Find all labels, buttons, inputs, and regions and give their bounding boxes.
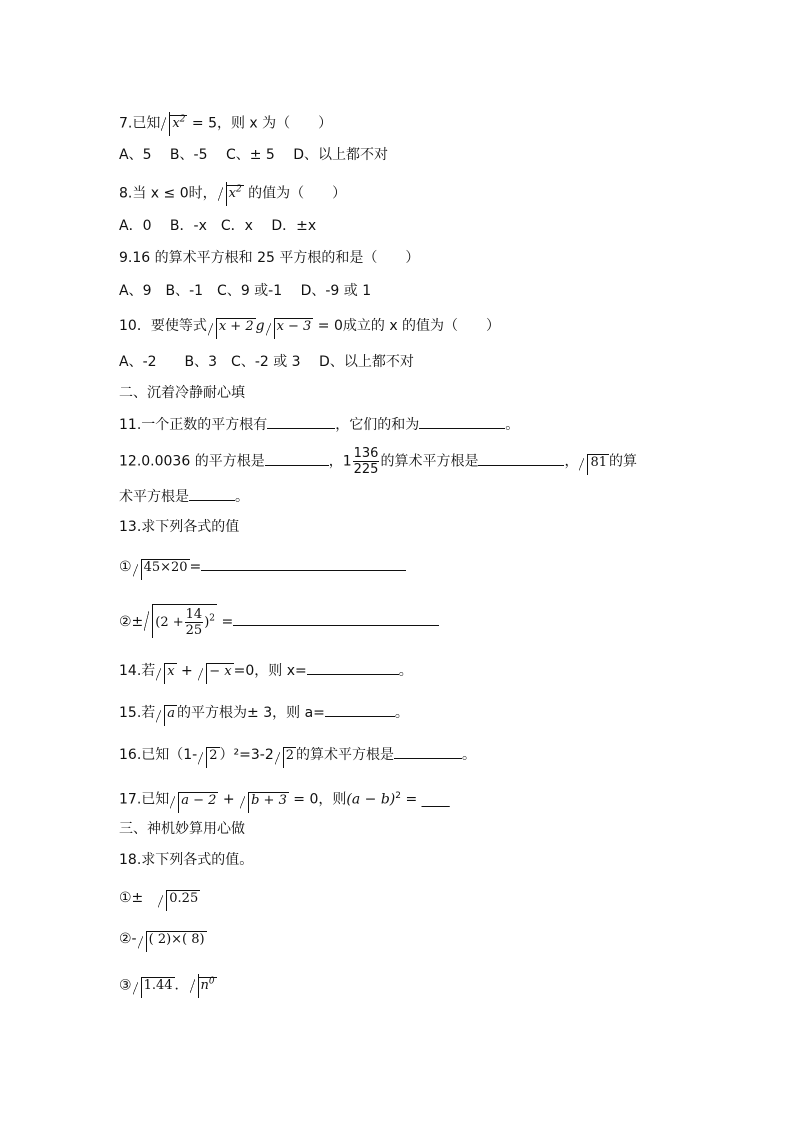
question-18: 18.求下列各式的值。 (119, 852, 254, 868)
question-9-options: A、9 B、-1 C、9 或-1 D、-9 或 1 (119, 283, 372, 299)
sqrt: b + 3 (240, 790, 289, 811)
sqrt: x − 3 (266, 316, 314, 337)
question-8-options: A．0 B．-x C．x D．±x (119, 218, 317, 234)
sqrt: 2 (275, 745, 296, 766)
sqrt: x + 2 (208, 316, 256, 337)
question-18-2: ②- ( 2)×( 8) (119, 929, 207, 950)
question-13-2: ②± (2 + $\frac{14}{25}$ )$^2$ = (119, 604, 439, 638)
answer-blank[interactable] (307, 660, 399, 675)
answer-blank[interactable] (265, 451, 329, 466)
question-10-options: A、-2 B、3 C、-2 或 3 D、以上都不对 (119, 354, 414, 370)
sqrt: $x^2$ (161, 110, 187, 134)
question-15: 15.若 a 的平方根为± 3，则 a= 。 (119, 702, 409, 724)
question-16: 16.已知（1- 2 ）²=3-2 2 的算术平方根是 。 (119, 744, 476, 766)
question-18-1: ①± 0.25 (119, 888, 200, 909)
sqrt: 81 (579, 452, 609, 473)
answer-blank[interactable] (325, 702, 395, 717)
question-14: 14.若 x + − x =0，则 x= 。 (119, 660, 413, 682)
sqrt: 0.25 (158, 888, 200, 909)
sqrt: (2 + $\frac{14}{25}$ )$^2$ (144, 604, 217, 638)
sqrt: $n^0$ (190, 972, 217, 996)
sqrt: x (156, 661, 176, 682)
answer-blank[interactable] (189, 486, 235, 501)
sqrt: 45×20 (133, 557, 190, 578)
sqrt: − x (198, 661, 233, 682)
answer-blank[interactable] (267, 414, 335, 429)
answer-blank[interactable] (233, 611, 439, 626)
sqrt: 1.44 (133, 975, 175, 996)
question-9: 9.16 的算术平方根和 25 平方根的和是（ ） (119, 250, 420, 266)
question-12-cont: 术平方根是 。 (119, 486, 249, 507)
sqrt: 2 (198, 745, 219, 766)
question-11: 11.一个正数的平方根有 ，它们的和为 。 (119, 414, 519, 435)
sqrt: $x^2$ (218, 180, 244, 204)
question-7: 7.已知 $x^2 = 5$，则 x 为（ ） (119, 110, 332, 134)
section-2-heading: 二、沉着冷静耐心填 (119, 385, 245, 401)
question-7-options: A、5 B、-5 C、± 5 D、以上都不对 (119, 147, 389, 163)
answer-blank[interactable] (419, 414, 505, 429)
sqrt: a (156, 703, 177, 724)
question-13: 13.求下列各式的值 (119, 519, 240, 535)
answer-blank[interactable] (478, 451, 564, 466)
answer-blank[interactable] (201, 556, 406, 571)
question-8: 8.当 x ≤ 0时， $x^2$ 的值为（ ） (119, 180, 346, 204)
question-13-1: ① 45×20 = (119, 556, 406, 578)
section-3-heading: 三、神机妙算用心做 (119, 821, 245, 837)
question-17: 17.已知 a − 2 + b + 3 = 0，则$(a - b)^2$ = ____ (119, 786, 450, 811)
question-18-3: ③ 1.44 ． $n^0$ (119, 972, 217, 996)
sqrt: ( 2)×( 8) (138, 929, 207, 950)
fraction: $\frac{136}{225}$ (353, 446, 379, 477)
question-12: 12.0.0036 的平方根是 ，1 $\frac{136}{225}$ 的算术平方根是 ， 81 的算 (119, 446, 637, 477)
question-10: 10．要使等式 x + 2 g x − 3 = 0成立的 x 的值为（ ） (119, 316, 500, 337)
answer-blank[interactable] (394, 744, 462, 759)
sqrt: a − 2 (170, 790, 218, 811)
